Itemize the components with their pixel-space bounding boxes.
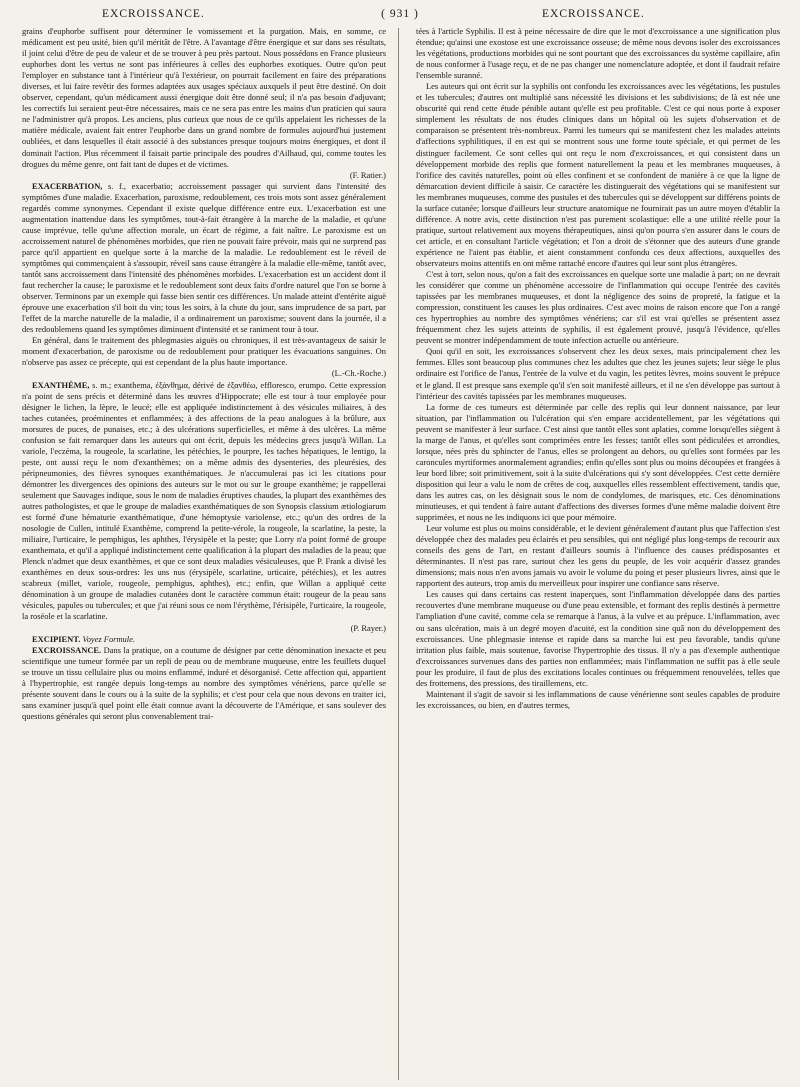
header-right-title: EXCROISSANCE. bbox=[542, 8, 645, 20]
paragraph: La forme de ces tumeurs est déterminée par celle des replis qui leur donnent naissance, par leur situation, par l'inflammation ou l'ulcération qui s'en empare accidentellement, par les végétations qui peuvent se manifester à leur surface. C'est ainsi que tantôt elles sont aplaties, comme lorsqu'elles siègent à la marge de l'anus, et qu'elles sont comprimées entre les fesses; tantôt elles sont pédiculées et arrondies, lorsque, nées près du sphincter de l'anus, elles se prolongent au dehors, ou qu'elles sont formées par les caroncules myrtiformes anormalement agrandies; enfin qu'elles sont plus ou moins découpées et frangées à leur bord libre; soit primitivement, soit à la suite d'ulcérations qui s'y sont développées. C'est cette dernière disposition qui leur a valu le nom de crêtes de coq, auxquelles elles ressemblent effectivement, tandis que, dans les autres cas, on les désignait sous le nom de condylomes, de marisques, etc. Ces dénominations minutieuses, et qui tendent à faire autant d'affections des diverses formes d'une même maladie doivent être supprimées, et nous ne les indiquons ici que pour mémoire. bbox=[416, 401, 780, 523]
left-column bbox=[22, 26, 386, 1081]
paragraph-text: s. f., exacerbatio; accroissement passager qui survient dans l'intensité des symptômes d'une maladie. Exacerbation, paroxisme, redoublement, ces trois mots sont assez généralement regardés comme synonymes. Cependant il existe quelque différence entre eux. L'exacerbation est une augmentation inattendue dans les symptômes, tout-à-fait étrangère à la marche de la maladie, et qu'une cause imprévue, telle qu'une affection morale, un écart de régime, a fait naître. Le paroxisme est un accroissement naturel de phénomènes morbides, que rien ne pouvait faire prévoir, mais qui ne surprend pas parce qu'il appartient en quelque sorte à la marche de la maladie. Le redoublement est le réveil de symptômes qui commençaient à s'assoupir, réveil sans cause étrangère à la maladie elle-même, tantôt avec, tantôt sans accroissement dans l'intensité des phénomènes morbides. L'exacerbation est un accident dont il faut rechercher la cause; le paroxisme et le redoublement sont deux faits d'ordre naturel que l'on se borne à observer. Terminons par un exemple qui fasse bien sentir ces différences. Un malade atteint d'entérite aiguë éprouve une exacerbation s'il boit du vin; tous les soirs, à la chute du jour, sans imprudence de sa part, par l'effet de la marche naturelle de la maladie, il a ordinairement un paroxisme; souvent dans la journée, il a des redoublemens quand les symptômes diminuent d'intensité et se raniment tour à tour. bbox=[22, 180, 386, 335]
header-left-title: EXCROISSANCE. bbox=[102, 8, 205, 20]
page-number: ( 931 ) bbox=[381, 8, 419, 20]
paragraph: tées à l'article Syphilis. Il est à peine nécessaire de dire que le mot d'excroissance a une signification plus étendue; qu'ainsi une exostose est une excroissance osseuse; de même nous devons isoler des excroissances les végétations, productions morbides qui ne sont pourtant que des excroissances du système capillaire, afin de nous conformer à l'usage reçu, et de ne pas changer une nomenclature adoptée, et dont il faudrait refaire l'ensemble suranné. bbox=[416, 26, 780, 81]
paragraph: Quoi qu'il en soit, les excroissances s'observent chez les deux sexes, mais principalement chez les femmes. Elles sont beaucoup plus communes chez les adultes que chez les jeunes sujets; leur siège le plus ordinaire est l'orifice de l'anus, l'entrée de la vulve et du vagin, les petites lèvres, moins souvent le prépuce et le gland. Il est presque sans exemple qu'il s'en soit manifesté ailleurs, et il ne s'en développe pas surtout à l'intérieur des cavités tapissées par les membranes muqueuses. bbox=[416, 346, 780, 401]
cross-reference: Voyez Formule. bbox=[82, 633, 135, 644]
paragraph-text: En général, dans le traitement des phlegmasies aiguës ou chroniques, il est très-avantageux de saisir le moment d'exacerbation, de paroxisme ou de redoublement pour pratiquer les évacuations sanguines. On n'observe pas assez ce précepte, qui est cependant de la plus haute importance. bbox=[22, 335, 386, 368]
paragraph: Leur volume est plus ou moins considérable, et le devient généralement d'autant plus que l'affection s'est développée chez des malades peu éclairés et peu sensibles, qui ont négligé plus long-temps de recourir aux conseils des gens de l'art, en restant d'ailleurs soumis à l'influence des causes prédisposantes et déterminantes. Il n'est pas rare, surtout chez les gens du peuple, de les voir acquérir d'assez grandes dimensions; mais nous n'en avons jamais vu avoir le volume du poing et peser plusieurs livres, ainsi que le rapportent des auteurs, trop amis du merveilleux pour inspirer une confiance sans réserve. bbox=[416, 523, 780, 589]
author-signature: (F. Ratier.) bbox=[349, 169, 386, 180]
paragraph-text: grains d'euphorbe suffisent pour déterminer le vomissement et la purgation. Mais, en somme, ce médicament est peu usité, bien qu'il méritât de l'être. A l'avantage d'être énergique et sur dans ses résultats, il joint celui d'être de peu de valeur et de se trouver à peu près partout. Nous possédons en France plusieurs euphorbes dont les vertus ne sont pas inférieures à celles des euphorbes exotiques. Outre qu'on peut l'employer en substance tant à l'intérieur qu'à l'extérieur, on pourrait facilement en faire des préparations diverses, et lui faire revêtir des formes adaptées aux usages spéciaux auxquels il peut être destiné. On doit observer, cependant, qu'un médicament aussi énergique doit être donné seul; il n'a pas besoin d'adjuvant; les correctifs lui seraient peut-être nécessaires, mais ce ne sera pas entre les mains d'un praticien qui saura ne l'administrer qu'à propos. Les anciens, plus curieux que nous de ce qu'ils appelaient les richesses de la matière médicale, avaient fait entrer l'euphorbe dans un grand nombre de formules aujourd'hui justement oubliées, et dans lesquelles il était associé à des substances presque toujours moins énergiques, et dont il dominait l'action. Plus récemment il faisait partie principale des poudres d'Ailhaud, qui, comme toutes les drogues du même genre, ont fait tant de dupes et de victimes. bbox=[22, 26, 386, 169]
paragraph-text: Dans la pratique, on a coutume de désigner par cette dénomination inexacte et peu scientifique une tumeur formée par un repli de peau ou de membrane muqueuse, entre les feuillets duquel se trouve un tissu cellulaire plus ou moins enflammé, induré et désorganisé. Cette affection qui, appartient à l'hypertrophie, est rangée depuis long-temps au nombre des symptômes vénériens, parce qu'elle se présente souvent dans le cours ou à la suite de la syphilis; et c'est pour cela que nous devons en traiter ici, sans examiner jusqu'à quel point elle était connue avant la découverte de l'Amérique, et sans soulever des questions générales qui seront plus convenablement trai- bbox=[22, 644, 386, 721]
entry-exantheme bbox=[22, 380, 386, 634]
entry-excipient bbox=[22, 634, 386, 645]
paragraph: Les causes qui dans certains cas restent inaperçues, sont l'inflammation développée dans des parties recouvertes d'une membrane muqueuse ou d'une peau extensible, et formant des replis destinés à permettre l'ampliation d'une cavité, comme cela se remarque à l'anus, à la vulve et au prépuce. L'inflammation, avec ou sans ulcération, mais à un degré moyen d'acuité, est la condition sine quâ non du développement des excroissances. Une phlegmasie intense et rapide dans sa marche lui est peu favorable, tandis qu'une irritation plus faible, mais soutenue, favorise l'hypertrophie des tissus. Il n'y a pas d'exemple authentique d'excroissances survenues dans des parties non enflammées; mais l'inflammation ne suffit pas à elle seule pour les produire, il faut de plus des excitations locales continues ou fréquemment renouvelées, telles que des frottemens, des pressions, des tiraillemens, etc. bbox=[416, 589, 780, 688]
right-column bbox=[416, 26, 780, 1081]
entry-headword: EXACERBATION, bbox=[32, 180, 103, 191]
entry-excroissance bbox=[22, 645, 386, 722]
paragraph: Maintenant il s'agit de savoir si les inflammations de cause vénérienne sont seules capables de produire les excroissances, ou bien, en d'autres termes, bbox=[416, 688, 780, 710]
author-signature: (P. Rayer.) bbox=[350, 622, 386, 633]
entry-headword: EXANTHÈME, bbox=[32, 379, 90, 390]
column-divider bbox=[398, 28, 399, 1080]
paragraph-text: s. m.; exanthema, ἐξάνθημα, dérivé de ἐξανθέω, effloresco, erumpo. Cette expression n'a point de sens précis et déterminé dans les œuvres d'Hippocrate; elle est tour à tour employée pour désigner le lichen, la lèpre, le leucé; elle est appliquée indistinctement à des vésicules miliaires, à des taches cutanées, proéminentes et enflammées; à des affections de la peau analogues à la brûlure, aux morsures de puces, de punaises, etc.; à des ulcérations superficielles, et même à des ulcères. La même confusion se fait remarquer dans les auteurs qui ont écrit, depuis les médecins grecs jusqu'à Willan. La variole, l'eczéma, la rougeole, la scarlatine, les pétéchies, le pourpre, les taches hépatiques, le lentigo, la peste, ont aussi reçu le nom d'exanthèmes; on a même admis des dysenteries, des pleurésies, des péripneumonies, des fièvres synoques exanthématiques. Je n'accumulerai pas ici les citations pour démontrer les divergences des opinions des auteurs sur le mot ou sur le groupe exanthème; je rappellerai seulement que Sauvages indique, sous le nom de maladies éruptives chaudes, la plupart des exanthèmes des autres pathologistes, et que le groupe de maladies exanthématiques de son Synopsis classium ætiologiarum est formé d'une hématurie exanthématique, d'une hémoptysie variolense, etc.; qu'un des ordres de la nosologie de Cullen, intitulé Exanthème, comprend la petite-vérole, la rougeole, la scarlatine, la peste, la miliaire, l'urticaire, le pemphigus, les aphthes, l'érysipèle et la peste; que Lorry n'a point formé de groupe exanthemata, et qu'il a appliqué indistinctement cette qualification à la plupart des maladies de la peau; que Plenck n'admet que deux exanthèmes, et que ce sont deux maladies vésiculeuses, que P. Frank a divisé les exanthèmes en deux sous-ordres: les uns nus (érysipèle, scarlatine, urticaire, pétéchies), et les autres scabreux (millet, variole, rougeole, pemphigus, aphthes), etc.; enfin, que Willan a appliqué cette dénomination à un groupe de maladies cutanées dont le caractère commun était: rougeur de la peau sans vésicules, papules ou tubercules; et que j'ai réuni sous ce nom l'érythème, l'érisipèle, l'urticaire, la rougeole, la roséole et la scarlatine. bbox=[22, 379, 386, 622]
entry-headword: EXCIPIENT. bbox=[32, 633, 81, 644]
paragraph: C'est à tort, selon nous, qu'on a fait des excroissances en quelque sorte une maladie à part; on ne devrait les considérer que comme un phénomène accessoire de l'inflammation qui occupe l'entrée des cavités tapissées par les membranes muqueuses, et dont la négligence des soins de propreté, la fatigue et la compression, constituent les causes les plus ordinaires. C'est avec moins de raison encore que l'on a rangé ces hypertrophies au nombre des symptômes vénériens; car s'il est vrai qu'elles se présentent assez fréquemment chez les sujets atteints de syphilis, il est également prouvé, jusqu'à l'évidence, qu'elles peuvent se montrer indépendamment de toute infection actuelle ou antérieure. bbox=[416, 269, 780, 346]
running-header bbox=[22, 8, 778, 24]
paragraph bbox=[22, 26, 386, 181]
paragraph: Les auteurs qui ont écrit sur la syphilis ont confondu les excroissances avec les végétations, les pustules et les tubercules; d'autres ont multiplié sans nécessité les divisions et les subdivisions; de là est née une obscurité qui rend cette étude pénible autant qu'elle est peu profitable. C'est ce qui nous porte à exposer simplement les résultats de nos études cliniques dans un hôpital où les sujets d'observation et de comparaison se présentent très-nombreux. Parmi les tumeurs qui se manifestent chez les malades atteints d'affections syphilitiques, il en est qui se montrent sous une forme toute spéciale, et qui permet de les distinguer facilement. Ce sont celles qui ont reçu le nom d'excroissances, et qui consistent dans un développement morbide des replis que forment naturellement la peau et les membranes muqueuses, à l'orifice des cavités naturelles, point où elles confinent et se confondent de manière à ce que la ligne de démarcation devient difficile à saisir. Ce caractère les distinguerait des végétations qui se manifestent sur les membranes muqueuses, comme des pustules et des tubercules qui se développent sur différens points de la surface cutanée; lorsque d'ailleurs leur structure anatomique ne fournirait pas un autre moyen d'établir la différence. A notre avis, cette distinction n'est pas purement scolastique: elle a une utilité réelle pour la pratique, surtout relativement aux moyens thérapeutiques, ainsi qu'on pourra s'en assurer dans le cours de cet article, et en consultant l'article végétation; et l'on a droit de s'étonner que des auteurs d'une grande expérience ne l'aient pas établie, et aient constamment confondu ces deux affections, auxquelles des observateurs moins attentifs en ont même rattaché encore d'autres qui leur sont plus étrangères. bbox=[416, 81, 780, 268]
author-signature: (L.-Ch.-Roche.) bbox=[331, 368, 386, 379]
entry-headword: EXCROISSANCE. bbox=[32, 644, 102, 655]
entry-exacerbation bbox=[22, 181, 386, 336]
paragraph bbox=[22, 335, 386, 379]
